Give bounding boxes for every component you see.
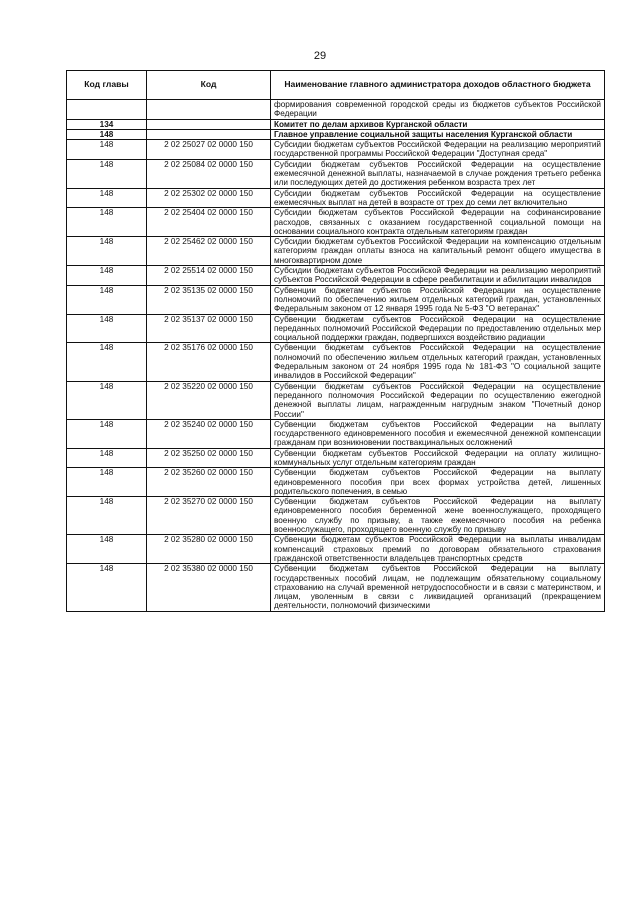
table-row bbox=[67, 159, 605, 188]
header-code-head: Код главы bbox=[67, 71, 147, 100]
table-row bbox=[67, 314, 605, 343]
table-row bbox=[67, 129, 605, 139]
row-name: Главное управление социальной защиты населения Курганской области bbox=[271, 129, 605, 139]
row-budget-code: 2 02 25084 02 0000 150 bbox=[147, 159, 271, 188]
row-name: Субсидии бюджетам субъектов Российской Федерации на реализацию мероприятий государственной программы Российской Федерации "Доступная среда" bbox=[271, 140, 605, 160]
row-name: Субсидии бюджетам субъектов Российской Федерации на софинансирование расходов, связанных с оказанием государственной социальной помощи на основании социального контракта отдельным категориям граждан bbox=[271, 208, 605, 237]
table-row bbox=[67, 343, 605, 381]
row-name: Субвенции бюджетам субъектов Российской Федерации на осуществление полномочий по обеспечению жильем отдельных категорий граждан, установленных Федеральным законом от 12 января 1995 года № 5-ФЗ "О ветеранах" bbox=[271, 285, 605, 314]
table-row bbox=[67, 535, 605, 564]
table-row bbox=[67, 448, 605, 468]
row-budget-code: 2 02 35270 02 0000 150 bbox=[147, 497, 271, 535]
row-budget-code bbox=[147, 100, 271, 120]
row-name: формирования современной городской среды из бюджетов субъектов Российской Федерации bbox=[271, 100, 605, 120]
table-row bbox=[67, 208, 605, 237]
row-head-code: 148 bbox=[67, 419, 147, 448]
row-name: Субвенции бюджетам субъектов Российской Федерации на выплату единовременного пособия беременной жене военнослужащего, проходящего военную службу по призыву, а также ежемесячного пособия на ребенка военнослужащего, проходящего военную службу по призыву bbox=[271, 497, 605, 535]
row-name: Субвенции бюджетам субъектов Российской Федерации на выплату государственного единовременного пособия и ежемесячной денежной компенсации гражданам при возникновении поствакцинальных осложнений bbox=[271, 419, 605, 448]
row-name: Субвенции бюджетам субъектов Российской Федерации на осуществление переданных полномочий Российской Федерации по предоставлению отдельных мер социальной поддержки граждан, подвергшихся воздействию радиации bbox=[271, 314, 605, 343]
header-code: Код bbox=[147, 71, 271, 100]
row-budget-code: 2 02 35220 02 0000 150 bbox=[147, 381, 271, 419]
row-budget-code: 2 02 35135 02 0000 150 bbox=[147, 285, 271, 314]
table-row bbox=[67, 237, 605, 266]
row-head-code: 148 bbox=[67, 314, 147, 343]
row-name: Субвенции бюджетам субъектов Российской Федерации на оплату жилищно-коммунальных услуг отдельным категориям граждан bbox=[271, 448, 605, 468]
row-name: Субвенции бюджетам субъектов Российской Федерации на осуществление полномочий по обеспечению жильем отдельных категорий граждан, установленных Федеральным законом от 24 ноября 1995 года № 181-ФЗ "О социальной защите инвалидов в Российской Федерации" bbox=[271, 343, 605, 381]
row-budget-code: 2 02 35280 02 0000 150 bbox=[147, 535, 271, 564]
table-row bbox=[67, 468, 605, 497]
revenue-administrators-table bbox=[66, 70, 605, 612]
row-budget-code: 2 02 25514 02 0000 150 bbox=[147, 266, 271, 286]
row-head-code: 148 bbox=[67, 535, 147, 564]
row-head-code: 148 bbox=[67, 208, 147, 237]
row-head-code: 148 bbox=[67, 188, 147, 208]
row-budget-code: 2 02 25027 02 0000 150 bbox=[147, 140, 271, 160]
row-name: Субвенции бюджетам субъектов Российской Федерации на выплату государственных пособий лицам, не подлежащим обязательному социальному страхованию на случай временной нетрудоспособности и в связи с материнством, и лицам, уволенным в связи с ликвидацией организаций (прекращением деятельности, полномочий физическими bbox=[271, 564, 605, 611]
row-budget-code: 2 02 35260 02 0000 150 bbox=[147, 468, 271, 497]
table-row bbox=[67, 564, 605, 611]
row-budget-code: 2 02 35250 02 0000 150 bbox=[147, 448, 271, 468]
row-budget-code: 2 02 25462 02 0000 150 bbox=[147, 237, 271, 266]
row-head-code: 148 bbox=[67, 140, 147, 160]
row-head-code: 148 bbox=[67, 237, 147, 266]
row-head-code: 148 bbox=[67, 285, 147, 314]
table-row bbox=[67, 119, 605, 129]
row-head-code: 148 bbox=[67, 159, 147, 188]
table-row bbox=[67, 140, 605, 160]
row-head-code: 148 bbox=[67, 448, 147, 468]
row-name: Субсидии бюджетам субъектов Российской Федерации на компенсацию отдельным категориям граждан оплаты взноса на капитальный ремонт общего имущества в многоквартирном доме bbox=[271, 237, 605, 266]
row-head-code: 148 bbox=[67, 381, 147, 419]
table-row bbox=[67, 381, 605, 419]
header-name: Наименование главного администратора доходов областного бюджета bbox=[271, 71, 605, 100]
row-head-code: 148 bbox=[67, 129, 147, 139]
row-name: Субсидии бюджетам субъектов Российской Федерации на осуществление ежемесячной денежной выплаты, назначаемой в случае рождения третьего ребенка или последующих детей до достижения ребенком возраста трех лет bbox=[271, 159, 605, 188]
row-budget-code: 2 02 25302 02 0000 150 bbox=[147, 188, 271, 208]
row-name: Субвенции бюджетам субъектов Российской Федерации на выплаты инвалидам компенсаций страховых премий по договорам обязательного страхования гражданской ответственности владельцев транспортных средств bbox=[271, 535, 605, 564]
row-name: Комитет по делам архивов Курганской области bbox=[271, 119, 605, 129]
row-head-code: 148 bbox=[67, 468, 147, 497]
row-head-code: 148 bbox=[67, 497, 147, 535]
row-budget-code: 2 02 35137 02 0000 150 bbox=[147, 314, 271, 343]
row-head-code: 148 bbox=[67, 564, 147, 611]
row-head-code bbox=[67, 100, 147, 120]
table-row bbox=[67, 419, 605, 448]
row-budget-code: 2 02 35380 02 0000 150 bbox=[147, 564, 271, 611]
table-row bbox=[67, 285, 605, 314]
row-budget-code bbox=[147, 129, 271, 139]
table-row bbox=[67, 100, 605, 120]
row-budget-code: 2 02 35240 02 0000 150 bbox=[147, 419, 271, 448]
row-head-code: 134 bbox=[67, 119, 147, 129]
row-name: Субвенции бюджетам субъектов Российской Федерации на осуществление переданного полномочия Российской Федерации по осуществлению ежегодной денежной выплаты лицам, награжденным нагрудным знаком "Почетный донор России" bbox=[271, 381, 605, 419]
row-budget-code: 2 02 25404 02 0000 150 bbox=[147, 208, 271, 237]
table-row bbox=[67, 188, 605, 208]
table-header-row bbox=[67, 71, 605, 100]
row-head-code: 148 bbox=[67, 266, 147, 286]
row-name: Субвенции бюджетам субъектов Российской Федерации на выплату единовременного пособия при всех формах устройства детей, лишенных родительского попечения, в семью bbox=[271, 468, 605, 497]
row-head-code: 148 bbox=[67, 343, 147, 381]
page-number: 29 bbox=[313, 50, 327, 62]
table-row bbox=[67, 497, 605, 535]
row-budget-code: 2 02 35176 02 0000 150 bbox=[147, 343, 271, 381]
table-row bbox=[67, 266, 605, 286]
row-name: Субсидии бюджетам субъектов Российской Федерации на осуществление ежемесячных выплат на детей в возрасте от трех до семи лет включительно bbox=[271, 188, 605, 208]
row-name: Субсидии бюджетам субъектов Российской Федерации на реализацию мероприятий субъектов Российской Федерации в сфере реабилитации и абилитации инвалидов bbox=[271, 266, 605, 286]
row-budget-code bbox=[147, 119, 271, 129]
